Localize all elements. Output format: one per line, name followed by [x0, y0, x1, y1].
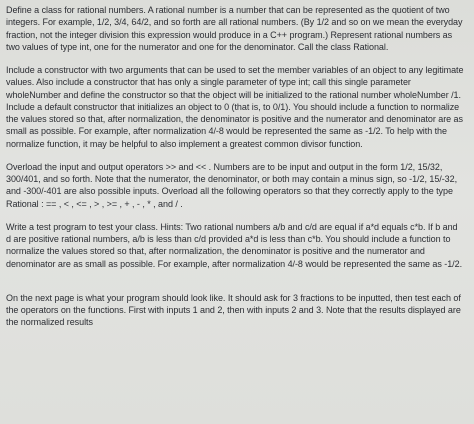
- paragraph-next-page-note: On the next page is what your program should look like. It should ask for 3 fractions to be inputted, then test each of the operators on the functions. First with inputs 1 and 2, then with inputs 2 and 3. Note that the results displayed are the normalized results: [6, 292, 461, 328]
- paragraph-operator-overloading: Overload the input and output operators >> and << . Numbers are to be input and output in the form 1/2, 15/32, 300/401, and so forth. Note that the numerator, the denominator, or both may contain a minus sign, so -1/2, 15/-32, and -300/-401 are also possible inputs. Overload all the following operators so that they correctly apply to the type Rational : == , < , <= , > , >= , + , - , * , and / .: [6, 161, 458, 209]
- paragraph-test-program: Write a test program to test your class. Hints: Two rational numbers a/b and c/d are equal if a*d equals c*b. If b and d are positive rational numbers, a/b is less than c/d provided a*d is less than c*b. You should include a function to normalize the values stored so that, after normalization, the denominator is positive and the numerator and denominator are as small as possible. For example, after normalization 4/-8 would be represented the same as -1/2.: [6, 221, 463, 269]
- paragraph-class-definition: Define a class for rational numbers. A rational number is a number that can be represented as the quotient of two integers. For example, 1/2, 3/4, 64/2, and so forth are all rational numbers. (By 1/2 and so on we mean the everyday fraction, not the integer division this expression would produce in a C++ program.) Represent rational numbers as two values of type int, one for the numerator and one for the denominator. Call the class Rational.: [6, 5, 463, 52]
- paragraph-constructors: Include a constructor with two arguments that can be used to set the member variables of an object to any legitimate values. Also include a constructor that has only a single parameter of type int; call this single parameter wholeNumber and define the constructor so that the object will be initialized to the rational number wholeNumber /1. Include a default constructor that initializes an object to 0 (that is, to 0/1). You should include a function to normalize the values stored so that, after normalization, the denominator is positive and the numerator and denominator are as small as possible. For example, after normalization 4/-8 would be represented the same as -1/2. To help with the normalize function, it may be helpful to also implement a greatest common divisor function.: [6, 65, 464, 149]
